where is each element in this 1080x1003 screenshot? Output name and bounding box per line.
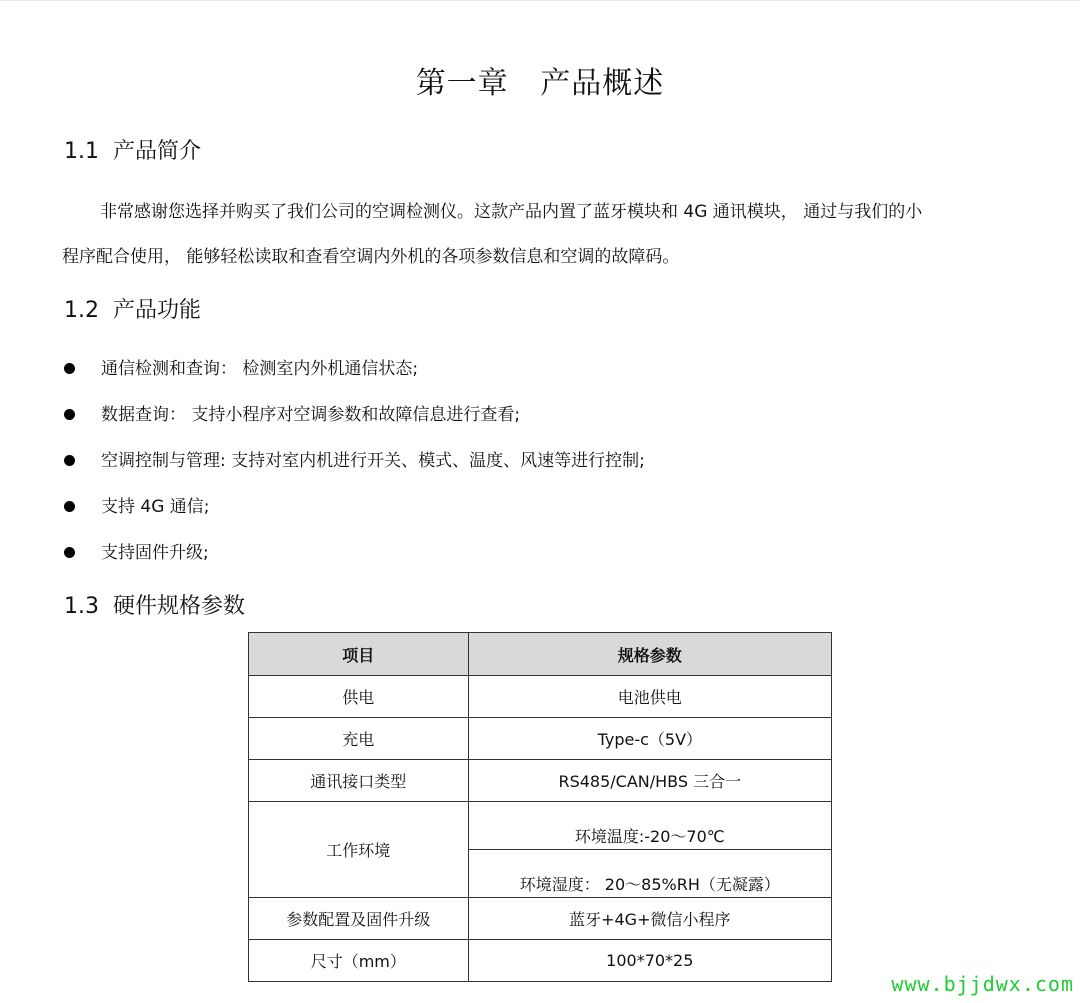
table-cell-item: 尺寸（mm） [249,940,469,982]
table-cell-value: 100*70*25 [468,940,831,982]
watermark-text: www.bjjdwx.com [891,972,1074,996]
feature-text: 通信检测和查询： 检测室内外机通信状态; [101,359,419,379]
column-header-spec: 规格参数 [468,633,831,676]
feature-text: 空调控制与管理: 支持对室内机进行开关、模式、温度、风速等进行控制; [101,451,645,471]
table-row [249,760,832,802]
table-cell-item: 工作环境 [249,802,469,898]
table-row [249,718,832,760]
table-row [249,898,832,940]
section-heading-intro: 1.1 产品简介 [64,139,201,164]
table-cell-item: 参数配置及固件升级 [249,898,469,940]
column-header-item: 项目 [249,633,469,676]
list-item [62,484,962,530]
bullet-icon [64,547,75,558]
section-heading-features: 1.2 产品功能 [64,298,201,323]
feature-list [62,346,962,576]
intro-line-1: 非常感谢您选择并购买了我们公司的空调检测仪。这款产品内置了蓝牙模块和 4G 通讯模块， 通过与我们的小 [100,202,923,222]
list-item [62,392,962,438]
spec-table [248,632,832,982]
page-top-rule [0,0,1080,1]
table-cell-item: 充电 [249,718,469,760]
table-cell-item: 供电 [249,676,469,718]
table-cell-item: 通讯接口类型 [249,760,469,802]
list-item [62,530,962,576]
feature-text: 支持 4G 通信; [101,497,210,517]
table-cell-value: Type-c（5V） [468,718,831,760]
bullet-icon [64,363,75,374]
list-item [62,438,962,484]
list-item [62,346,962,392]
bullet-icon [64,501,75,512]
table-cell-value: 环境温度:-20～70℃ [468,802,831,850]
bullet-icon [64,409,75,420]
table-row [249,802,832,850]
intro-line-2: 程序配合使用， 能够轻松读取和查看空调内外机的各项参数信息和空调的故障码。 [62,247,680,267]
table-cell-value: 电池供电 [468,676,831,718]
table-cell-value: RS485/CAN/HBS 三合一 [468,760,831,802]
bullet-icon [64,455,75,466]
table-cell-value: 蓝牙+4G+微信小程序 [468,898,831,940]
table-row [249,676,832,718]
feature-text: 支持固件升级; [101,543,209,563]
section-heading-specs: 1.3 硬件规格参数 [64,594,245,619]
table-cell-value: 环境湿度： 20～85%RH（无凝露） [468,850,831,898]
table-row [249,940,832,982]
chapter-title: 第一章 产品概述 [415,66,665,101]
intro-paragraph [62,190,1022,280]
table-header-row [249,633,832,676]
feature-text: 数据查询： 支持小程序对空调参数和故障信息进行查看; [101,405,521,425]
